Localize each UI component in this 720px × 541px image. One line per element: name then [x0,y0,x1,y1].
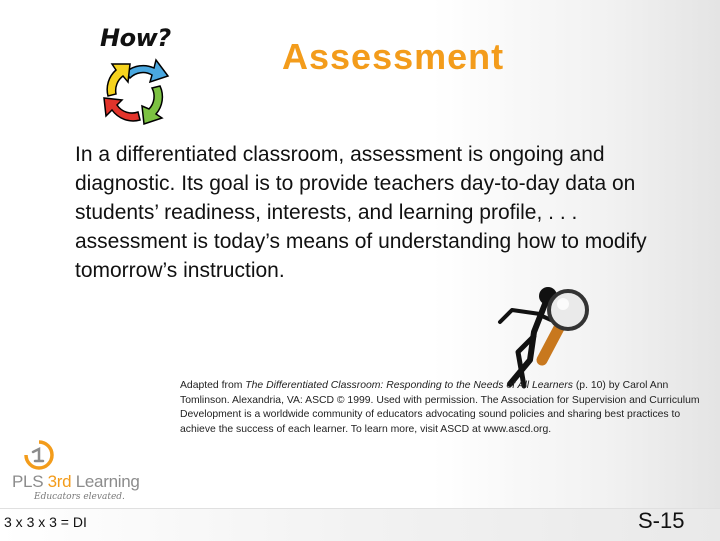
cycle-arrow-blue [126,60,168,82]
how-label: How? [100,24,171,52]
citation-rest: (p. 10) by Carol Ann Tomlinson. Alexandria, VA: ASCD © 1999. Used with permission. The Association for Supervision and Curriculum Development is a worldwide community of educators advocating sound policies and sharing best practices to achieve the success of each learner. To learn more, visit ASCD at www.ascd.org. [180,380,700,435]
citation-text [180,379,700,437]
footer-formula: 3 x 3 x 3 = DI [4,514,87,530]
pls-logo [10,440,150,506]
cycle-arrow-yellow [107,64,130,96]
logo-tagline: Educators elevated. [34,492,125,502]
citation-book-title: The Differentiated Classroom: Responding to the Needs of All Learners [245,380,573,391]
magnifier-figure-icon [490,280,600,390]
cycle-arrow-green [142,86,162,124]
magnifier-handle [542,326,560,360]
logo-name-accent: 3rd [47,472,72,491]
logo-mark-icon [24,440,54,470]
logo-name: PLS 3rd Learning [12,472,140,491]
slide-title: Assessment [282,36,505,77]
figure-arm [500,310,540,322]
slide-number: S-15 [638,508,685,533]
body-paragraph: In a differentiated classroom, assessment is ongoing and diagnostic. Its goal is to provide teachers day-to-day data on students’ readiness, interests, and learning profile, . . . assessment is today’s means of understanding how to modify tomorrow’s instruction. [75,143,647,282]
cycle-arrows-icon [96,56,176,128]
citation-prefix: Adapted from [180,380,246,391]
magnifier-lens [549,291,587,329]
footer-bar [0,508,720,541]
cycle-arrow-red [104,98,140,121]
